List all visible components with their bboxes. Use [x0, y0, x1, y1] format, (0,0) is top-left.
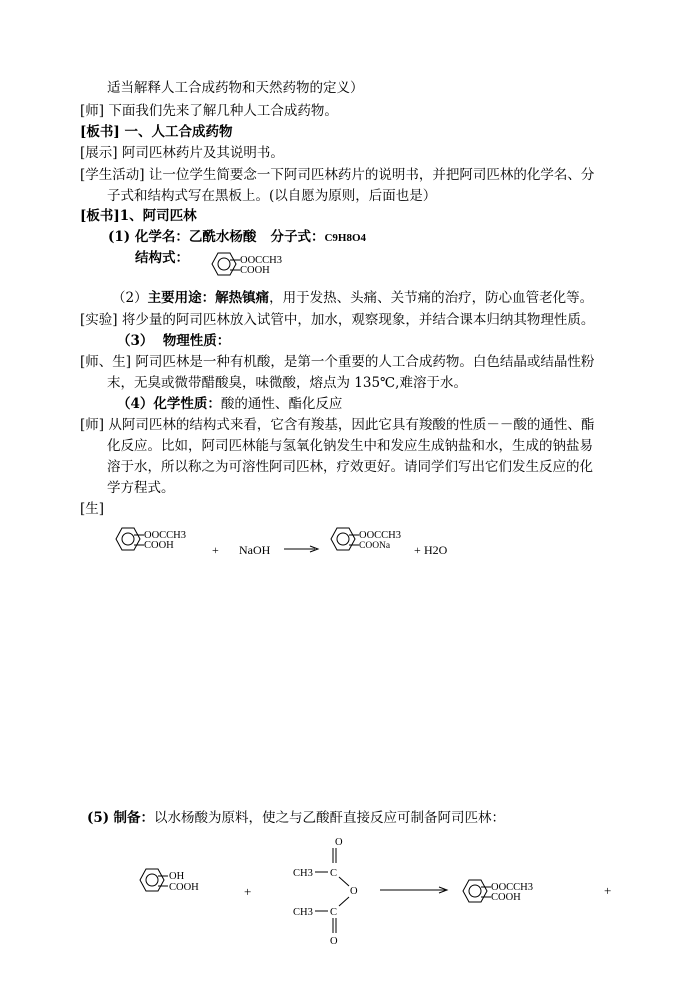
- atom-c: C: [330, 868, 338, 879]
- text-line: [112, 289, 593, 308]
- heading-text: 一、人工合成药物: [124, 124, 233, 140]
- item-number: （3）: [117, 333, 154, 349]
- reagent-naoh: NaOH: [239, 543, 271, 557]
- label: 化学性质：: [153, 396, 221, 412]
- text-line: [107, 437, 593, 456]
- group-ch3: CH3: [293, 868, 313, 879]
- text-line: [107, 79, 364, 98]
- item-number: （2）: [112, 290, 148, 306]
- chemical-name: 乙酰水杨酸: [188, 229, 257, 245]
- plus-sign: +: [212, 543, 219, 557]
- label: 分子式：: [270, 229, 325, 245]
- line-text: 酸的通性、酯化反应: [220, 396, 343, 412]
- item-number: (5): [87, 810, 110, 826]
- aspirin-structure: [208, 250, 298, 284]
- text-line: [80, 416, 594, 435]
- neutralization-equation: [112, 524, 472, 560]
- label: 主要用途：: [147, 290, 216, 306]
- role-tag: [生]: [80, 501, 105, 517]
- line-text: 阿司匹林是一种有机酸，是第一个重要的人工合成药物。白色结晶或结晶性粉: [135, 354, 595, 370]
- line-text: 以水杨酸为原料，使之与乙酸酐直接反应可制备阿司匹林：: [153, 810, 505, 826]
- role-tag: [实验]: [80, 312, 118, 328]
- text-line: [107, 374, 467, 393]
- line-text: 从阿司匹林的结构式来看，它含有羧基，因此它具有羧酸的性质－－酸的通性、酯: [108, 417, 595, 433]
- item-number: （4）: [117, 396, 154, 412]
- label: 化学名：: [134, 229, 189, 245]
- role-tag: [学生活动]: [80, 167, 145, 183]
- plus-sign: +: [414, 543, 421, 557]
- text-line: [80, 311, 594, 330]
- text-line: [80, 166, 594, 185]
- line-text: 子式和结构式写在黑板上。(以自愿为原则，后面也是）: [107, 188, 437, 204]
- emphasis: 解热镇痛: [215, 290, 270, 306]
- substituent-label: COOH: [144, 540, 174, 551]
- line-text: 适当解释人工合成药物和天然药物的定义）: [107, 80, 364, 96]
- label: 结构式：: [135, 250, 189, 266]
- text-line: [117, 395, 342, 414]
- substituent-label: OOCCH3: [491, 882, 534, 893]
- label: 制备：: [113, 810, 154, 826]
- heading-line: [80, 207, 197, 226]
- text-line: [80, 353, 594, 372]
- atom-c: C: [330, 907, 338, 918]
- label: 物理性质：: [162, 333, 231, 349]
- line-text: 将少量的阿司匹林放入试管中，加水，观察现象，并结合课本归纳其物理性质。: [121, 312, 595, 328]
- heading-text: 1、阿司匹林: [119, 208, 197, 224]
- text-line: [107, 187, 436, 206]
- heading-line: [80, 123, 232, 142]
- substituent-label: COOH: [491, 892, 521, 903]
- role-tag: [板书]: [80, 124, 120, 140]
- text-line: [87, 809, 505, 828]
- atom-o: O: [350, 886, 358, 897]
- chem-name-line: [108, 228, 366, 248]
- text-line: [80, 102, 338, 121]
- role-tag: [师]: [80, 417, 105, 433]
- line-text: 末，无臭或微带醋酸臭，味微酸，熔点为 135℃,难溶于水。: [107, 375, 467, 391]
- item-number: (1): [108, 229, 131, 245]
- substituent-label: COONa: [359, 541, 391, 551]
- line-text: 让一位学生简要念一下阿司匹林药片的说明书，并把阿司匹林的化学名、分: [148, 167, 595, 183]
- line-text: ，用于发热、头痛、关节痛的治疗，防心血管老化等。: [269, 290, 594, 306]
- preparation-equation: [130, 835, 630, 950]
- role-tag: [师]: [80, 103, 105, 119]
- substituent-label: OH: [169, 871, 185, 882]
- substituent-label: OOCCH3: [240, 255, 283, 266]
- line-text: 化反应。比如，阿司匹林能与氢氧化钠发生中和发应生成钠盐和水，生成的钠盐易: [107, 438, 593, 454]
- substituent-label: OOCCH3: [144, 530, 187, 541]
- role-tag: [师、生]: [80, 354, 132, 370]
- line-text: 溶于水，所以称之为可溶性阿司匹林，疗效更好。请同学们写出它们发生反应的化: [107, 459, 593, 475]
- text-line: [107, 479, 175, 498]
- substituent-label: COOH: [169, 882, 199, 893]
- group-ch3: CH3: [293, 907, 313, 918]
- molecular-formula: C9H8O4: [324, 232, 367, 244]
- text-line: [107, 458, 593, 477]
- line-text: 阿司匹林药片及其说明书。: [121, 145, 284, 161]
- role-tag: [展示]: [80, 145, 118, 161]
- substituent-label: COOH: [240, 265, 270, 276]
- role-tag: [板书]: [80, 208, 120, 224]
- atom-o: O: [335, 837, 343, 848]
- substituent-label: OOCCH3: [359, 530, 402, 541]
- plus-sign: +: [604, 883, 612, 898]
- line-text: 下面我们先来了解几种人工合成药物。: [108, 103, 338, 119]
- line-text: 学方程式。: [107, 480, 175, 496]
- plus-sign: +: [244, 884, 252, 899]
- text-line: [80, 500, 104, 519]
- text-line: [80, 144, 284, 163]
- heading-line: [117, 332, 230, 351]
- atom-o: O: [330, 936, 338, 947]
- structure-label: [135, 249, 189, 268]
- product-water: H2O: [424, 543, 448, 557]
